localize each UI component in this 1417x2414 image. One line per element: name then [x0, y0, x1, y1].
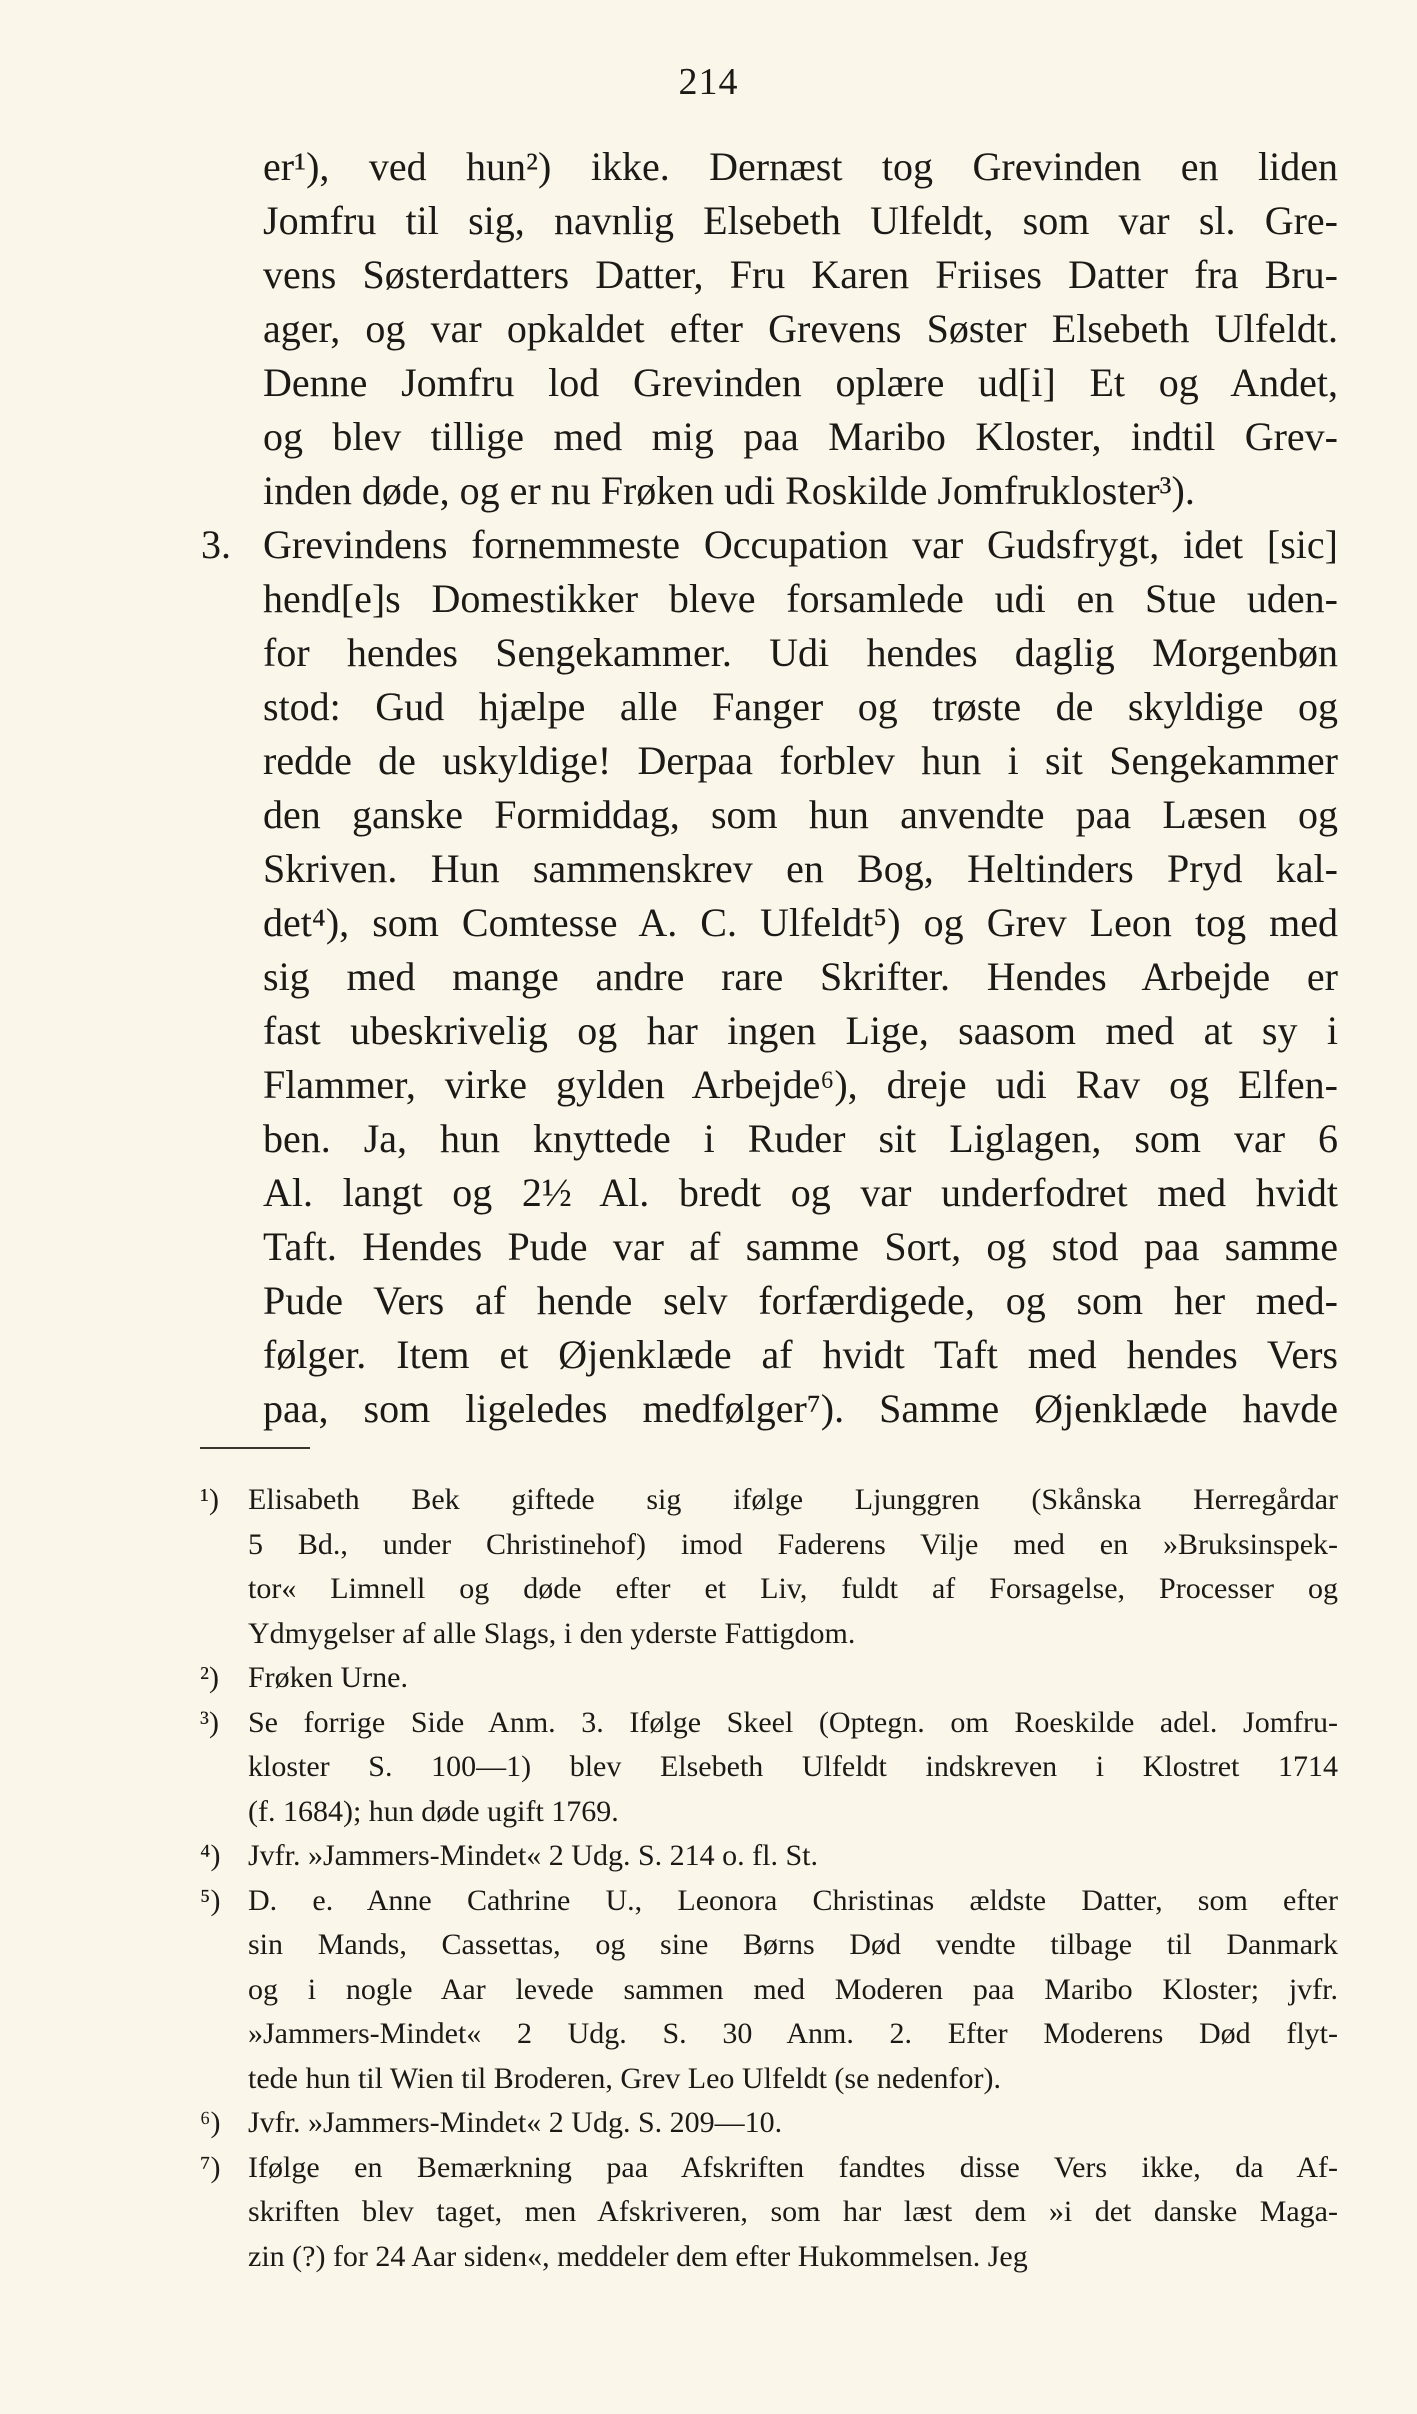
text-line: redde de uskyldige! Derpaa forblev hun i sit Sengekammer	[263, 738, 1338, 783]
footnote-mark: ⁴)	[200, 1839, 221, 1872]
text-line: Taft. Hendes Pude var af samme Sort, og stod paa samme	[263, 1224, 1338, 1269]
text-line: fast ubeskrivelig og har ingen Lige, saasom med at sy i	[263, 1008, 1338, 1053]
footnote-line: »Jammers-Mindet« 2 Udg. S. 30 Anm. 2. Efter Moderens Død flyt-	[248, 2017, 1338, 2050]
footnote-5	[200, 1879, 1338, 2102]
footnote-mark: ⁶)	[200, 2106, 221, 2139]
footnote-3	[200, 1701, 1338, 1835]
text-line: stod: Gud hjælpe alle Fanger og trøste de skyldige og	[263, 684, 1338, 729]
footnote-6	[200, 2101, 1338, 2146]
footnote-line: kloster S. 100—1) blev Elsebeth Ulfeldt indskreven i Klostret 1714	[248, 1750, 1338, 1783]
text-line: Al. langt og 2½ Al. bredt og var underfodret med hvidt	[263, 1170, 1338, 1215]
text-line: Skriven. Hun sammenskrev en Bog, Heltinders Pryd kal-	[263, 846, 1338, 891]
text-line: sig med mange andre rare Skrifter. Hendes Arbejde er	[263, 954, 1338, 999]
main-text	[201, 140, 1338, 1436]
text-line: er¹), ved hun²) ikke. Dernæst tog Grevinden en liden	[263, 144, 1338, 189]
footnote-line: Elisabeth Bek giftede sig ifølge Ljunggren (Skånska Herregårdar	[248, 1483, 1338, 1516]
footnote-line: og i nogle Aar levede sammen med Moderen paa Maribo Kloster; jvfr.	[248, 1972, 1338, 2006]
text-line: det⁴), som Comtesse A. C. Ulfeldt⁵) og Grev Leon tog med	[263, 900, 1338, 945]
text-line: paa, som ligeledes medfølger⁷). Samme Øjenklæde havde	[263, 1386, 1338, 1431]
footnote-line: zin (?) for 24 Aar siden«, meddeler dem efter Hukommelsen. Jeg	[248, 2239, 1028, 2273]
footnote-line: Frøken Urne.	[248, 1661, 408, 1694]
footnote-line: tor« Limnell og døde efter et Liv, fuldt af Forsagelse, Processer og	[248, 1572, 1338, 1605]
text-line: Denne Jomfru lod Grevinden oplære ud[i] Et og Andet,	[263, 360, 1338, 405]
text-line: hend[e]s Domestikker bleve forsamlede udi en Stue uden-	[263, 576, 1338, 621]
paragraph-start	[201, 518, 1338, 572]
text-line: følger. Item et Øjenklæde af hvidt Taft med hendes Vers	[263, 1332, 1338, 1377]
footnote-line: tede hun til Wien til Broderen, Grev Leo Ulfeldt (se nedenfor).	[248, 2061, 1001, 2095]
footnote-divider	[200, 1447, 310, 1449]
footnote-mark: ⁵)	[200, 1883, 221, 1917]
footnote-line: 5 Bd., under Christinehof) imod Faderens Vilje med en »Bruksinspek-	[248, 1527, 1338, 1561]
text-line: Pude Vers af hende selv forfærdigede, og som her med-	[263, 1278, 1338, 1323]
text-line: inden døde, og er nu Frøken udi Roskilde Jomfrukloster³).	[263, 468, 1195, 513]
footnote-line: skriften blev taget, men Afskriveren, som har læst dem »i det danske Maga-	[248, 2195, 1338, 2228]
text-line: den ganske Formiddag, som hun anvendte paa Læsen og	[263, 792, 1338, 837]
footnote-line: D. e. Anne Cathrine U., Leonora Christinas ældste Datter, som efter	[248, 1883, 1338, 1917]
text-line: Grevindens fornemmeste Occupation var Gudsfrygt, idet [sic]	[263, 522, 1338, 567]
footnote-4	[200, 1834, 1338, 1879]
page-number: 214	[678, 61, 739, 103]
footnote-line: (f. 1684); hun døde ugift 1769.	[248, 1794, 619, 1828]
paragraph-number: 3.	[201, 522, 231, 567]
text-line: for hendes Sengekammer. Udi hendes daglig Morgenbøn	[263, 630, 1338, 675]
footnote-mark: ²)	[200, 1661, 219, 1694]
footnote-line: Jvfr. »Jammers-Mindet« 2 Udg. S. 214 o. fl. St.	[248, 1839, 818, 1872]
footnotes	[200, 1478, 1338, 2279]
footnote-1	[200, 1478, 1338, 1656]
footnote-line: Ydmygelser af alle Slags, i den yderste Fattigdom.	[248, 1616, 856, 1650]
text-line: ben. Ja, hun knyttede i Ruder sit Liglagen, som var 6	[263, 1116, 1338, 1161]
text-line: og blev tillige med mig paa Maribo Kloster, indtil Grev-	[263, 414, 1338, 459]
text-line: Jomfru til sig, navnlig Elsebeth Ulfeldt, som var sl. Gre-	[263, 198, 1338, 243]
text-line: vens Søsterdatters Datter, Fru Karen Friises Datter fra Bru-	[263, 252, 1338, 297]
footnote-line: Jvfr. »Jammers-Mindet« 2 Udg. S. 209—10.	[248, 2106, 783, 2139]
footnote-2	[200, 1656, 1338, 1701]
footnote-line: sin Mands, Cassettas, og sine Børns Død vendte tilbage til Danmark	[248, 1928, 1338, 1961]
text-line: Flammer, virke gylden Arbejde⁶), dreje udi Rav og Elfen-	[263, 1062, 1338, 1107]
footnote-mark: ¹)	[200, 1483, 219, 1516]
footnote-line: Ifølge en Bemærkning paa Afskriften fandtes disse Vers ikke, da Af-	[248, 2150, 1338, 2184]
footnote-mark: ³)	[200, 1705, 219, 1739]
text-line: ager, og var opkaldet efter Grevens Søster Elsebeth Ulfeldt.	[263, 306, 1338, 351]
footnote-line: Se forrige Side Anm. 3. Ifølge Skeel (Optegn. om Roeskilde adel. Jomfru-	[248, 1705, 1338, 1739]
footnote-mark: ⁷)	[200, 2150, 221, 2184]
footnote-7	[200, 2146, 1338, 2280]
